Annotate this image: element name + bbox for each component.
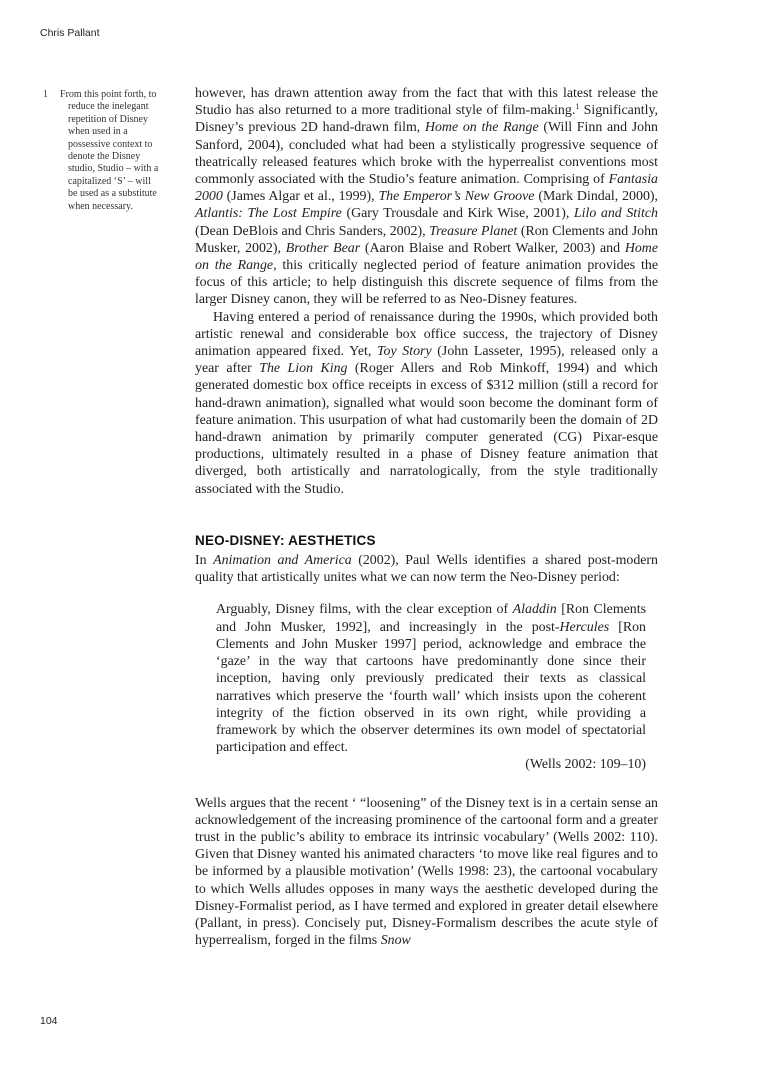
book-title: Animation and America: [213, 553, 352, 569]
text-run: Significantly, Disney’s previous 2D hand-drawn film,: [195, 103, 658, 136]
running-head: Chris Pallant: [40, 27, 100, 39]
text-run: [Ron Clements and John Musker 1997] period, acknowledge and embrace the ‘gaze’ in the way that cartoons have predominantly done since their inception, having only previously predicated their texts as classical narratives which preserve the ‘fourth wall’ which insists upon the coherent integrity of the fiction observed in its own right, while providing a framework by which the observer determines its own model of spectatorial participation and effect.: [216, 619, 646, 756]
film-title: Home on the Range: [195, 240, 658, 274]
film-title: Fantasia 2000: [195, 172, 658, 205]
text-run: Arguably, Disney films, with the clear exception of: [216, 602, 513, 618]
paragraph-3: [195, 552, 658, 586]
footnote-text: From this point forth, to reduce the inelegant repetition of Disney when used in a possessive context to denote the Disney studio, Studio – with a capitalized ‘S’ – will be used as a substitute when necessary.: [60, 89, 159, 212]
text-run: (Ron Clements and John Musker, 2002),: [195, 223, 658, 256]
main-text: [195, 85, 658, 949]
text-run: (Roger Allers and Rob Minkoff, 1994) and which generated domestic box office receipts in excess of $312 million (still a record for hand-drawn animation), signalled what would soon become the dominant form of feature animation. This usurpation of what had customarily been the domain of 2D hand-drawn animation by primarily computer generated (CG) Pixar-esque productions, ultimately resulted in a phase of Disney feature animation that diverged, both artistically and narratologically, from the style traditionally associated with the Studio.: [195, 361, 658, 497]
text-run: , this critically neglected period of feature animation provides the focus of this article; to help distinguish this discrete sequence of films from the larger Disney canon, they will be referred to as Neo-Disney features.: [195, 258, 659, 308]
text-run: Wells argues that the recent ‘ “loosening” of the Disney text is in a certain sense an acknowledgement of the increasing prominence of the cartoonal form and a greater trust in the public’s ability to embrace its intrinsic vocabulary’ (Wells 2002: 110). Given that Disney wanted his animated characters ‘to move like real figures and to be informed by a plausible motivation’ (Wells 1998: 23), the cartoonal vocabulary to which Wells alludes opposes in many ways the aesthetic developed during the Disney-Formalist period, as I have termed and explored in greater detail elsewhere (Pallant, in press). Concisely put, Disney-Formalism describes the acute style of hyperrealism, forged in the films: [195, 795, 658, 949]
text-run: (Aaron Blaise and Robert Walker, 2003) and: [360, 240, 625, 256]
paragraph-2: [195, 309, 658, 498]
quote-text: [216, 601, 646, 756]
text-run: (2002), Paul Wells identifies a shared post-modern quality that artistically unites what we can now term the Neo-Disney period:: [195, 553, 658, 586]
film-title: Snow: [380, 933, 411, 949]
text-run: In: [195, 553, 214, 569]
paragraph-1: [195, 85, 658, 309]
text-run: (Will Finn and John Sanford, 2004), concluded what had been a stylistically progressive sequence of theatrically released features which broke with the hyperrealist conventions most commonly associated with the Studio’s feature animation. Comprising of: [195, 120, 658, 188]
text-run: (Dean DeBlois and Chris Sanders, 2002),: [195, 223, 430, 239]
text-run: Having entered a period of renaissance during the 1990s, which provided both artistic renewal and considerable box office success, the trajectory of Disney animation appeared fixed. Yet,: [195, 309, 658, 360]
film-title: Home on the Range: [424, 120, 539, 136]
film-title: Hercules: [559, 619, 610, 635]
film-title: Toy Story: [377, 344, 432, 360]
text-run: however, has drawn attention away from the fact that with this latest release the Studio has also returned to a more traditional style of film-making.: [195, 86, 658, 119]
text-run: [Ron Clements and John Musker, 1992], and increasingly in the post-: [216, 602, 646, 635]
text-run: (James Algar et al., 1999),: [222, 189, 379, 205]
block-quote: [216, 601, 646, 773]
text-run: (Gary Trousdale and Kirk Wise, 2001),: [341, 206, 574, 222]
quote-citation: (Wells 2002: 109–10): [525, 757, 646, 773]
film-title: Lilo and Stitch: [573, 206, 658, 222]
film-title: Brother Bear: [285, 240, 361, 256]
section-heading: NEO-DISNEY: AESTHETICS: [195, 532, 376, 548]
film-title: The Lion King: [259, 361, 348, 377]
footnote-number: 1: [43, 89, 48, 100]
page-number: 104: [40, 1015, 58, 1027]
text-run: (John Lasseter, 1995), released only a year after: [195, 344, 658, 377]
film-title: Treasure Planet: [429, 223, 518, 239]
film-title: Aladdin: [512, 602, 557, 618]
footnote: [40, 89, 160, 213]
film-title: The Emperor’s New Groove: [378, 189, 535, 205]
text-run: (Mark Dindal, 2000),: [534, 189, 658, 205]
footnote-ref: 1: [575, 102, 580, 112]
paragraph-4: [195, 795, 658, 950]
film-title: Atlantis: The Lost Empire: [195, 206, 342, 222]
